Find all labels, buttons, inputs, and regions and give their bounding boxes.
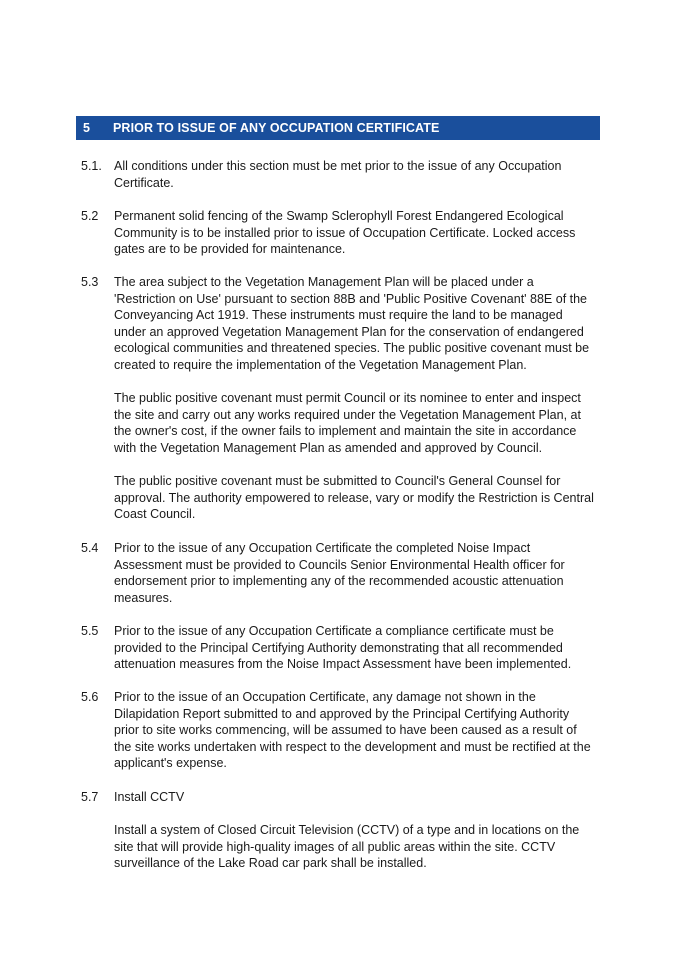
clause-number: 5.1.: [81, 159, 102, 173]
clause-5-2: [81, 208, 596, 258]
clause-5-1: [81, 158, 596, 191]
clause-number: 5.5: [81, 624, 99, 638]
clause-5-7: [81, 789, 596, 872]
section-header: [76, 116, 600, 140]
clause-5-6: [81, 689, 596, 772]
clause-paragraph: Prior to the issue of an Occupation Certificate, any damage not shown in the Dilapidation Report submitted to and approved by the Principal Certifying Authority prior to site works commencing, will be assumed to have been caused as a result of the site works undertaken with respect to the development and must be rectified at the applicant's expense.: [114, 690, 591, 771]
clause-5-4: [81, 540, 596, 606]
clause-number: 5.2: [81, 209, 99, 223]
section-number: 5: [83, 121, 91, 135]
clause-number: 5.4: [81, 541, 99, 555]
clause-paragraph: Install CCTV: [114, 790, 185, 804]
clause-paragraph: The public positive covenant must be submitted to Council's General Counsel for approval. The authority empowered to release, vary or modify the Restriction is Central Coast Council.: [114, 474, 594, 522]
clause-body: [114, 208, 596, 258]
clause-number: 5.7: [81, 790, 99, 804]
clause-number: 5.6: [81, 690, 99, 704]
clause-number: 5.3: [81, 275, 99, 289]
clause-paragraph: All conditions under this section must be met prior to the issue of any Occupation Certificate.: [114, 159, 562, 190]
clause-body: [114, 789, 596, 872]
clause-paragraph: The area subject to the Vegetation Management Plan will be placed under a 'Restriction on Use' pursuant to section 88B and 'Public Positive Covenant' 88E of the Conveyancing Act 1919. These instruments must require the land to be managed under an approved Vegetation Management Plan for the conservation of endangered ecological communities and threatened species. The public positive covenant must be created to require the implementation of the Vegetation Management Plan.: [114, 275, 590, 372]
clause-body: [114, 274, 596, 523]
clause-body: [114, 540, 596, 606]
clause-paragraph: Prior to the issue of any Occupation Certificate a compliance certificate must be provided to the Principal Certifying Authority demonstrating that all recommended attenuation measures from the Noise Impact Assessment have been implemented.: [114, 624, 572, 672]
section-title: PRIOR TO ISSUE OF ANY OCCUPATION CERTIFICATE: [113, 121, 440, 135]
clause-paragraph: The public positive covenant must permit Council or its nominee to enter and inspect the site and carry out any works required under the Vegetation Management Plan, at the owner's cost, if the owner fails to implement and maintain the site in accordance with the Vegetation Management Plan as amended and approved by Council.: [114, 391, 581, 455]
clause-paragraph: Prior to the issue of any Occupation Certificate the completed Noise Impact Assessment must be provided to Councils Senior Environmental Health officer for endorsement prior to implementing any of the recommended acoustic attenuation measures.: [114, 541, 565, 605]
clause-body: [114, 623, 596, 673]
clause-paragraph: Permanent solid fencing of the Swamp Sclerophyll Forest Endangered Ecological Community is to be installed prior to issue of Occupation Certificate. Locked access gates are to be provided for maintenance.: [114, 209, 576, 257]
clause-5-5: [81, 623, 596, 673]
clause-5-3: [81, 274, 596, 523]
clause-paragraph: Install a system of Closed Circuit Television (CCTV) of a type and in locations on the site that will provide high-quality images of all public areas within the site. CCTV surveillance of the Lake Road car park shall be installed.: [114, 823, 580, 871]
clause-body: [114, 158, 596, 191]
clause-body: [114, 689, 596, 772]
